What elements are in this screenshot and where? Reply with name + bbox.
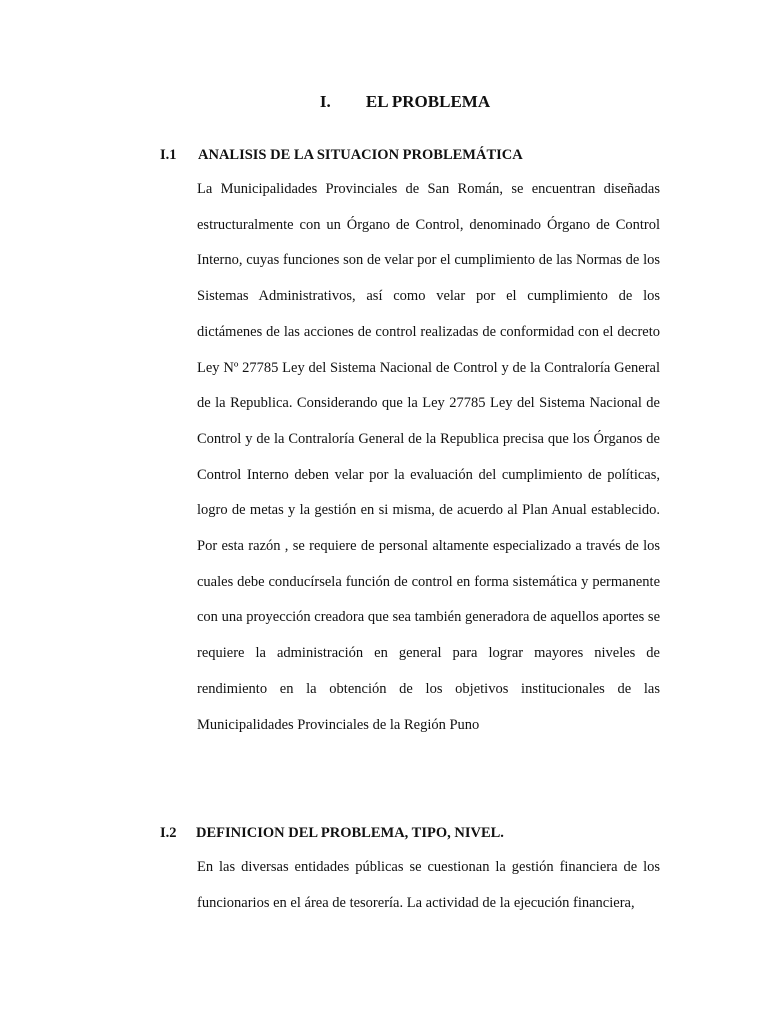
section-title: ANALISIS DE LA SITUACION PROBLEMÁTICA (198, 147, 523, 163)
section-title: DEFINICION DEL PROBLEMA, TIPO, NIVEL. (196, 825, 504, 841)
section-heading-1 (160, 146, 523, 164)
section-number: I.1 (160, 147, 177, 163)
section-heading-2 (160, 824, 504, 842)
section-1-paragraph: La Municipalidades Provinciales de San Román, se encuentran diseñadas estructuralmente con un Órgano de Control, denominado Órgano de Control Interno, cuyas funciones son de velar por el cumplimiento de las Normas de los Sistemas Administrativos, así como velar por el cumplimiento de los dictámenes de las acciones de control realizadas de conformidad con el decreto Ley Nº 27785 Ley del Sistema Nacional de Control y de la Contraloría General de la Republica. Considerando que la Ley 27785 Ley del Sistema Nacional de Control y de la Contraloría General de la Republica precisa que los Órganos de Control Interno deben velar por la evaluación del cumplimiento de políticas, logro de metas y la gestión en si misma, de acuerdo al Plan Anual establecido. Por esta razón , se requiere de personal altamente especializado a través de los cuales debe conducírsela función de control en forma sistemática y permanente con una proyección creadora que sea también generadora de aquellos aportes se requiere la administración en general para lograr mayores niveles de rendimiento en la obtención de los objetivos institucionales de las Municipalidades Provinciales de la Región Puno (197, 181, 660, 733)
chapter-number: I. (319, 92, 331, 111)
section-number: I.2 (160, 825, 177, 841)
chapter-title (0, 92, 768, 112)
section-2-paragraph: En las diversas entidades públicas se cuestionan la gestión financiera de los funcionarios en el área de tesorería. La actividad de la ejecución financiera, (197, 859, 660, 911)
chapter-title-text: EL PROBLEMA (365, 92, 491, 111)
